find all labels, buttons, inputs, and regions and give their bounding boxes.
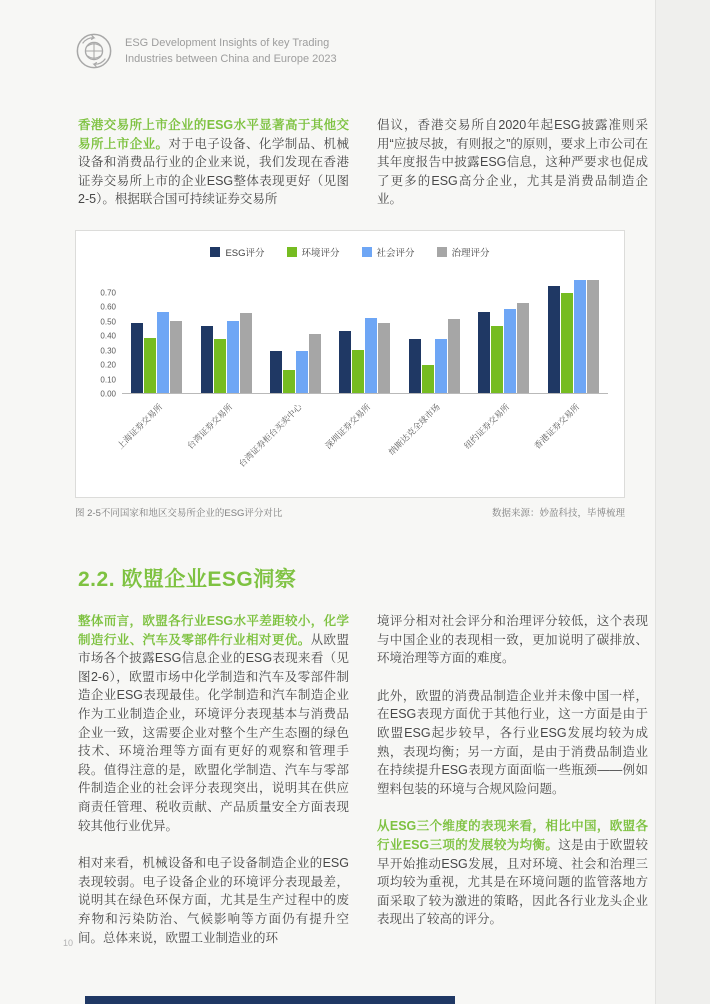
- intro-right-paragraph: 倡议，香港交易所自2020年起ESG披露准则采用“应披尽披，有则报之”的原则，要求上市公司在其年度报告中披露ESG信息，这种严要求也促成了更多的ESG高分企业，尤其是消费品制造企业。: [377, 118, 648, 207]
- page-number: 10: [63, 938, 74, 948]
- bar-group: [191, 278, 260, 393]
- bar: [574, 280, 586, 393]
- esg-score-chart-panel: [75, 230, 625, 498]
- body-paragraph-5-text: 这是由于欧盟较早开始推动ESG发展，且对环境、社会和治理三项均较为重视，尤其是在环境问题的监管落地方面采取了较为激进的策略，因此各行业龙头企业表现出了较高的评分。: [377, 837, 648, 927]
- legend-label: ESG评分: [225, 248, 265, 259]
- bar: [422, 365, 434, 393]
- y-axis-tick-label: 0.40: [100, 331, 116, 341]
- bar-group: [400, 278, 469, 393]
- intro-left-paragraph: [78, 116, 349, 209]
- bar-group: [261, 278, 330, 393]
- bar: [201, 326, 213, 393]
- body-right-column: [377, 612, 648, 947]
- bar: [283, 370, 295, 393]
- bar: [240, 313, 252, 393]
- x-axis-label: 上海证券交易所: [115, 401, 165, 451]
- bar: [517, 303, 529, 393]
- x-axis-label-cell: [462, 395, 538, 491]
- bar: [448, 319, 460, 393]
- chart-data-source: 数据来源：妙盈科技，毕博梳理: [491, 508, 625, 519]
- intro-left-body-text: 对于电子设备、化学制品、机械设备和消费品行业的企业来说，我们发现在香港证券交易所上市的企业ESG整体表现更好（见图 2-5）。根据联合国可持续证券交易所: [78, 136, 349, 207]
- body-left-column: [78, 612, 349, 947]
- section-heading: 2.2. 欧盟企业ESG洞察: [78, 568, 297, 591]
- legend-swatch: [210, 247, 220, 257]
- intro-lead-text: 香港交易所上市企业的ESG水平显著高于其他交易所上市企业。: [78, 118, 349, 151]
- report-title-line2: Industries between China and Europe 2023: [125, 53, 337, 65]
- bar: [157, 312, 169, 393]
- x-axis-label-cell: [387, 395, 469, 491]
- intro-right-column: [377, 116, 648, 209]
- legend-swatch: [437, 247, 447, 257]
- x-axis-label: 香港证券交易所: [531, 401, 582, 451]
- body-paragraph-1-text: 从欧盟市场各个披露ESG信息企业的ESG表现来看（见图2-6），欧盟市场中化学制造和汽车及零部件制造企业ESG表现最佳。化学制造和汽车制造企业作为工业制造企业，环境评分表现基本与消费品企业一致，这需要企业对整个生产生态圈的绿色技术、环境治理等方面有更好的观察和管理手段。值得注意的是，欧盟化学制造、汽车与零部件制造企业的社会评分表现突出，说明其在供应商责任管理、税收贡献、产品质量安全方面表现较其他行业优异。: [78, 632, 349, 833]
- body-paragraph-4: 此外，欧盟的消费品制造企业并未像中国一样，在ESG表现方面优于其他行业，这一方面是由于欧盟ESG起步较早，各行业ESG发展均较为成熟，表现均衡；另一方面，是由于消费品制造业在持续提升ESG表现方面面临一些瓶颈——例如塑料包装的环境与合规风险问题。: [377, 688, 648, 796]
- body-paragraph-3: 境评分相对社会评分和治理评分较低，这个表现与中国企业的表现相一致，更加说明了碳排放、环境治理等方面的难度。: [377, 614, 648, 666]
- bar: [352, 350, 364, 394]
- chart-plot: [90, 278, 608, 399]
- x-axis-label: 台湾证券柜台买卖中心: [236, 401, 304, 469]
- body-paragraph-2: 相对来看，机械设备和电子设备制造企业的ESG表现较弱。电子设备企业的环境评分表现最差，说明其在绿色环保方面，尤其是生产过程中的废弃物和污染防治、气候影响等方面仍有提升空间。总体来说，欧盟工业制造业的环: [78, 856, 349, 945]
- bar: [131, 323, 143, 393]
- legend-item: [210, 245, 264, 259]
- bar: [227, 321, 239, 394]
- bar: [587, 280, 599, 393]
- legend-item: [287, 245, 340, 259]
- report-title-line1: ESG Development Insights of key Trading: [125, 36, 330, 49]
- x-axis-label-cell: [531, 395, 608, 491]
- x-axis-label: 台湾证券交易所: [184, 401, 234, 451]
- chart-x-axis-labels: [115, 395, 608, 491]
- x-axis-label: 深圳证券交易所: [323, 401, 373, 451]
- y-axis-tick-label: 0.70: [100, 288, 116, 297]
- bar: [561, 293, 573, 393]
- report-title: [125, 35, 337, 68]
- legend-label: 环境评分: [301, 248, 340, 259]
- page-header: [75, 32, 337, 70]
- chart-bars-area: [122, 278, 608, 394]
- legend-label: 社会评分: [376, 248, 415, 259]
- y-axis-tick-label: 0.00: [100, 389, 116, 399]
- y-axis-tick-label: 0.60: [100, 302, 116, 312]
- bar: [214, 339, 226, 393]
- y-axis-tick-label: 0.50: [100, 317, 116, 326]
- body-paragraph-5-lead: 从ESG三个维度的表现来看，相比中国，欧盟各行业ESG三项的发展较为均衡。: [377, 819, 648, 852]
- bar: [170, 321, 182, 394]
- legend-item: [362, 245, 415, 259]
- chart-caption-row: [75, 505, 625, 519]
- bar-group: [469, 278, 538, 393]
- legend-item: [437, 245, 490, 259]
- x-axis-label-cell: [115, 395, 191, 491]
- bar: [478, 312, 490, 393]
- bar-group: [330, 278, 399, 393]
- x-axis-label-cell: [184, 395, 260, 491]
- body-paragraph-1: [78, 612, 349, 835]
- bar-group: [539, 278, 608, 393]
- legend-swatch: [362, 247, 372, 257]
- x-axis-label-cell: [236, 395, 330, 491]
- bar: [339, 331, 351, 393]
- bar: [504, 309, 516, 393]
- bar: [270, 351, 282, 393]
- chart-y-axis: [90, 278, 122, 399]
- bar: [435, 339, 447, 393]
- x-axis-label: 纳斯达克全球市场: [387, 401, 443, 457]
- y-axis-tick-label: 0.30: [100, 346, 116, 355]
- bar: [309, 334, 321, 393]
- body-paragraph-5: [377, 817, 648, 929]
- legend-label: 治理评分: [451, 248, 490, 259]
- body-section: [78, 612, 648, 947]
- legend-swatch: [287, 247, 297, 257]
- x-axis-label: 纽约证券交易所: [462, 401, 512, 451]
- y-axis-tick-label: 0.20: [100, 360, 116, 370]
- bar-group: [122, 278, 191, 393]
- chart-legend: [76, 245, 624, 259]
- bar: [548, 286, 560, 393]
- bar: [144, 338, 156, 393]
- y-axis-tick-label: 0.10: [100, 375, 116, 384]
- bar: [365, 318, 377, 393]
- intro-section: [78, 116, 648, 209]
- body-paragraph-1-lead: 整体而言，欧盟各行业ESG水平差距较小，化学制造行业、汽车及零部件行业相对更优。: [78, 614, 349, 647]
- bar: [378, 323, 390, 393]
- bar: [491, 326, 503, 393]
- globe-recycle-logo-icon: [75, 32, 113, 70]
- footer-accent-bar: [85, 996, 455, 1004]
- intro-left-column: [78, 116, 349, 209]
- bar: [409, 339, 421, 393]
- chart-caption: 图 2-5不同国家和地区交易所企业的ESG评分对比: [75, 508, 283, 519]
- bar: [296, 351, 308, 393]
- x-axis-label-cell: [323, 395, 399, 491]
